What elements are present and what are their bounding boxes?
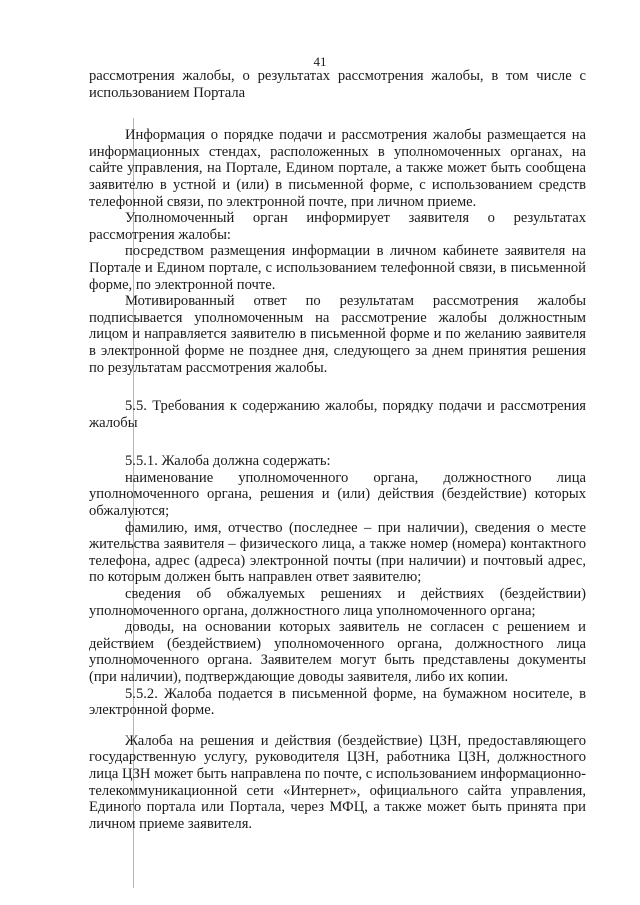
list-item-authority-name: наименование уполномоченного органа, должностного лица уполномоченного органа, решения и (или) действия (бездействие) которых обжалуются;	[89, 469, 586, 520]
page-number: 41	[313, 54, 327, 69]
paragraph-continuation: рассмотрения жалобы, о результатах рассмотрения жалобы, в том числе с использованием Портала	[89, 68, 586, 101]
list-item-appealed-decisions: сведения об обжалуемых решениях и действиях (бездействии) уполномоченного органа, должностного лица уполномоченного органа;	[89, 586, 586, 619]
subsection-heading-5-5-1: 5.5.1. Жалоба должна содержать:	[125, 453, 331, 470]
subsection-5-5-2: 5.5.2. Жалоба подается в письменной форме, на бумажном носителе, в электронной форме.	[89, 685, 586, 719]
document-body	[89, 68, 586, 832]
section-heading-5-5: 5.5. Требования к содержанию жалобы, порядку подачи и рассмотрения жалобы	[89, 398, 586, 431]
paragraph-gap	[89, 101, 586, 127]
paragraph-gap	[89, 431, 586, 453]
paragraph-gap	[89, 719, 586, 733]
paragraph-personal-cabinet: посредством размещения информации в личном кабинете заявителя на Портале и Едином портале, с использованием телефонной связи, в письменной форме, по электронной почте.	[89, 243, 586, 293]
paragraph-gap	[89, 376, 586, 398]
paragraph-motivated-answer: Мотивированный ответ по результатам рассмотрения жалобы подписывается уполномоченным на рассмотрение жалобы должностным лицом и направляется заявителю в письменной форме и по желанию заявителя в электронной форме не позднее дня, следующего за днем принятия решения по результатам рассмотрения жалобы.	[89, 293, 586, 376]
list-item-applicant-details: фамилию, имя, отчество (последнее – при наличии), сведения о месте жительства заявителя – физического лица, а также номер (номера) контактного телефона, адрес (адреса) электронной почты (при наличии) и почтовый адрес, по которым должен быть направлен ответ заявителю;	[89, 519, 586, 586]
paragraph-info-posting: Информация о порядке подачи и рассмотрения жалобы размещается на информационных стендах, расположенных в уполномоченных органах, на сайте управления, на Портале, Едином портале, а также может быть сообщена заявителю в устной и (или) в письменной форме, с использованием средств телефонной связи, по электронной почте, при личном приеме.	[89, 127, 586, 210]
paragraph-inform-results: Уполномоченный орган информирует заявителя о результатах рассмотрения жалобы:	[89, 210, 586, 243]
list-item-arguments: доводы, на основании которых заявитель не согласен с решением и действием (бездействием) уполномоченного органа, должностного лица уполномоченного органа. Заявителем могут быть представлены документы (при наличии), подтверждающие доводы заявителя, либо их копии.	[89, 619, 586, 685]
paragraph-complaint-channels: Жалоба на решения и действия (бездействие) ЦЗН, предоставляющего государственную услугу, руководителя ЦЗН, работника ЦЗН, должностного лица ЦЗН может быть направлена по почте, с использованием информационно-телекоммуникационной сети «Интернет», официального сайта управления, Единого портала или Портала, через МФЦ, а также может быть принята при личном приеме заявителя.	[89, 732, 586, 832]
